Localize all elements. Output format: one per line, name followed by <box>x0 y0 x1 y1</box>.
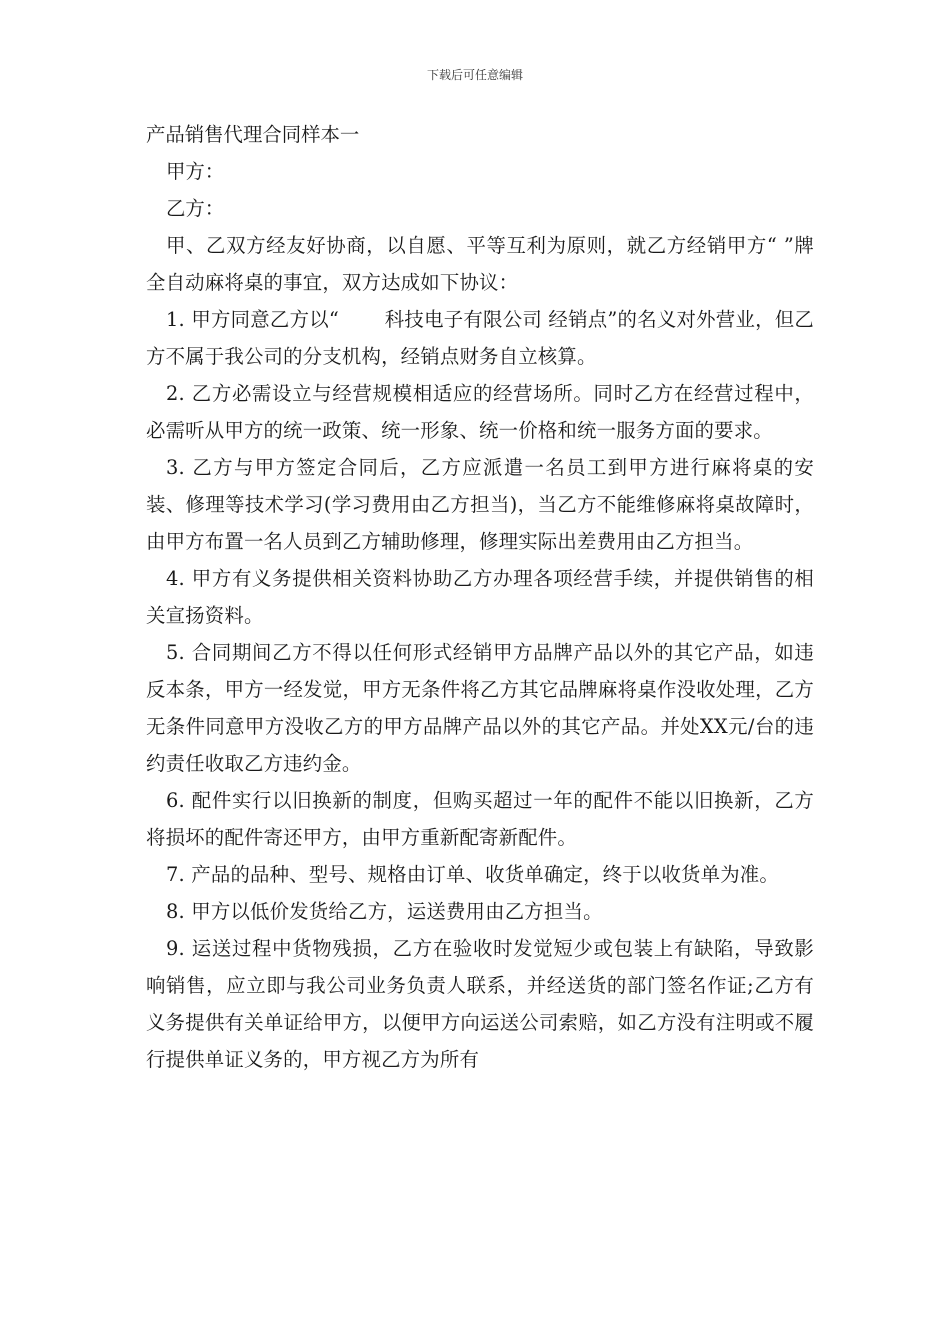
clause-2: 2. 乙方必需设立与经营规模相适应的经营场所。同时乙方在经营过程中，必需听从甲方的统一政策、统一形象、统一价格和统一服务方面的要求。 <box>146 382 814 442</box>
clause-1: 1. 甲方同意乙方以“ 科技电子有限公司 经销点”的名义对外营业，但乙方不属于我公司的分支机构，经销点财务自立核算。 <box>146 308 814 368</box>
clause-5: 5. 合同期间乙方不得以任何形式经销甲方品牌产品以外的其它产品，如违反本条，甲方一经发觉，甲方无条件将乙方其它品牌麻将桌作没收处理，乙方无条件同意甲方没收乙方的甲方品牌产品以外的其它产品。并处XX元/台的违约责任收取乙方违约金。 <box>146 641 814 775</box>
clause-8: 8. 甲方以低价发货给乙方，运送费用由乙方担当。 <box>166 900 603 923</box>
clause-3: 3. 乙方与甲方签定合同后，乙方应派遣一名员工到甲方进行麻将桌的安装、修理等技术学习(学习费用由乙方担当)，当乙方不能维修麻将桌故障时，由甲方布置一名人员到乙方辅助修理，修理实际出差费用由乙方担当。 <box>146 456 814 553</box>
clause-4: 4. 甲方有义务提供相关资料协助乙方办理各项经营手续，并提供销售的相关宣扬资料。 <box>146 567 814 627</box>
clause-6: 6. 配件实行以旧换新的制度，但购买超过一年的配件不能以旧换新，乙方将损坏的配件寄还甲方，由甲方重新配寄新配件。 <box>146 789 814 849</box>
party-a-line: 甲方： <box>166 160 225 183</box>
party-b-line: 乙方： <box>166 197 225 220</box>
document-body <box>146 116 814 1078</box>
clause-7: 7. 产品的品种、型号、规格由订单、收货单确定，终于以收货单为准。 <box>166 863 779 886</box>
page-header-note: 下载后可任意编辑 <box>426 68 523 82</box>
document-title: 产品销售代理合同样本一 <box>146 123 360 146</box>
clause-9: 9. 运送过程中货物残损，乙方在验收时发觉短少或包装上有缺陷，导致影响销售，应立即与我公司业务负责人联系，并经送货的部门签名作证;乙方有义务提供有关单证给甲方，以便甲方向运送公司索赔，如乙方没有注明或不履行提供单证义务的，甲方视乙方为所有 <box>146 937 814 1071</box>
intro-paragraph: 甲、乙双方经友好协商，以自愿、平等互利为原则，就乙方经销甲方“ ”牌全自动麻将桌的事宜，双方达成如下协议： <box>146 234 814 294</box>
